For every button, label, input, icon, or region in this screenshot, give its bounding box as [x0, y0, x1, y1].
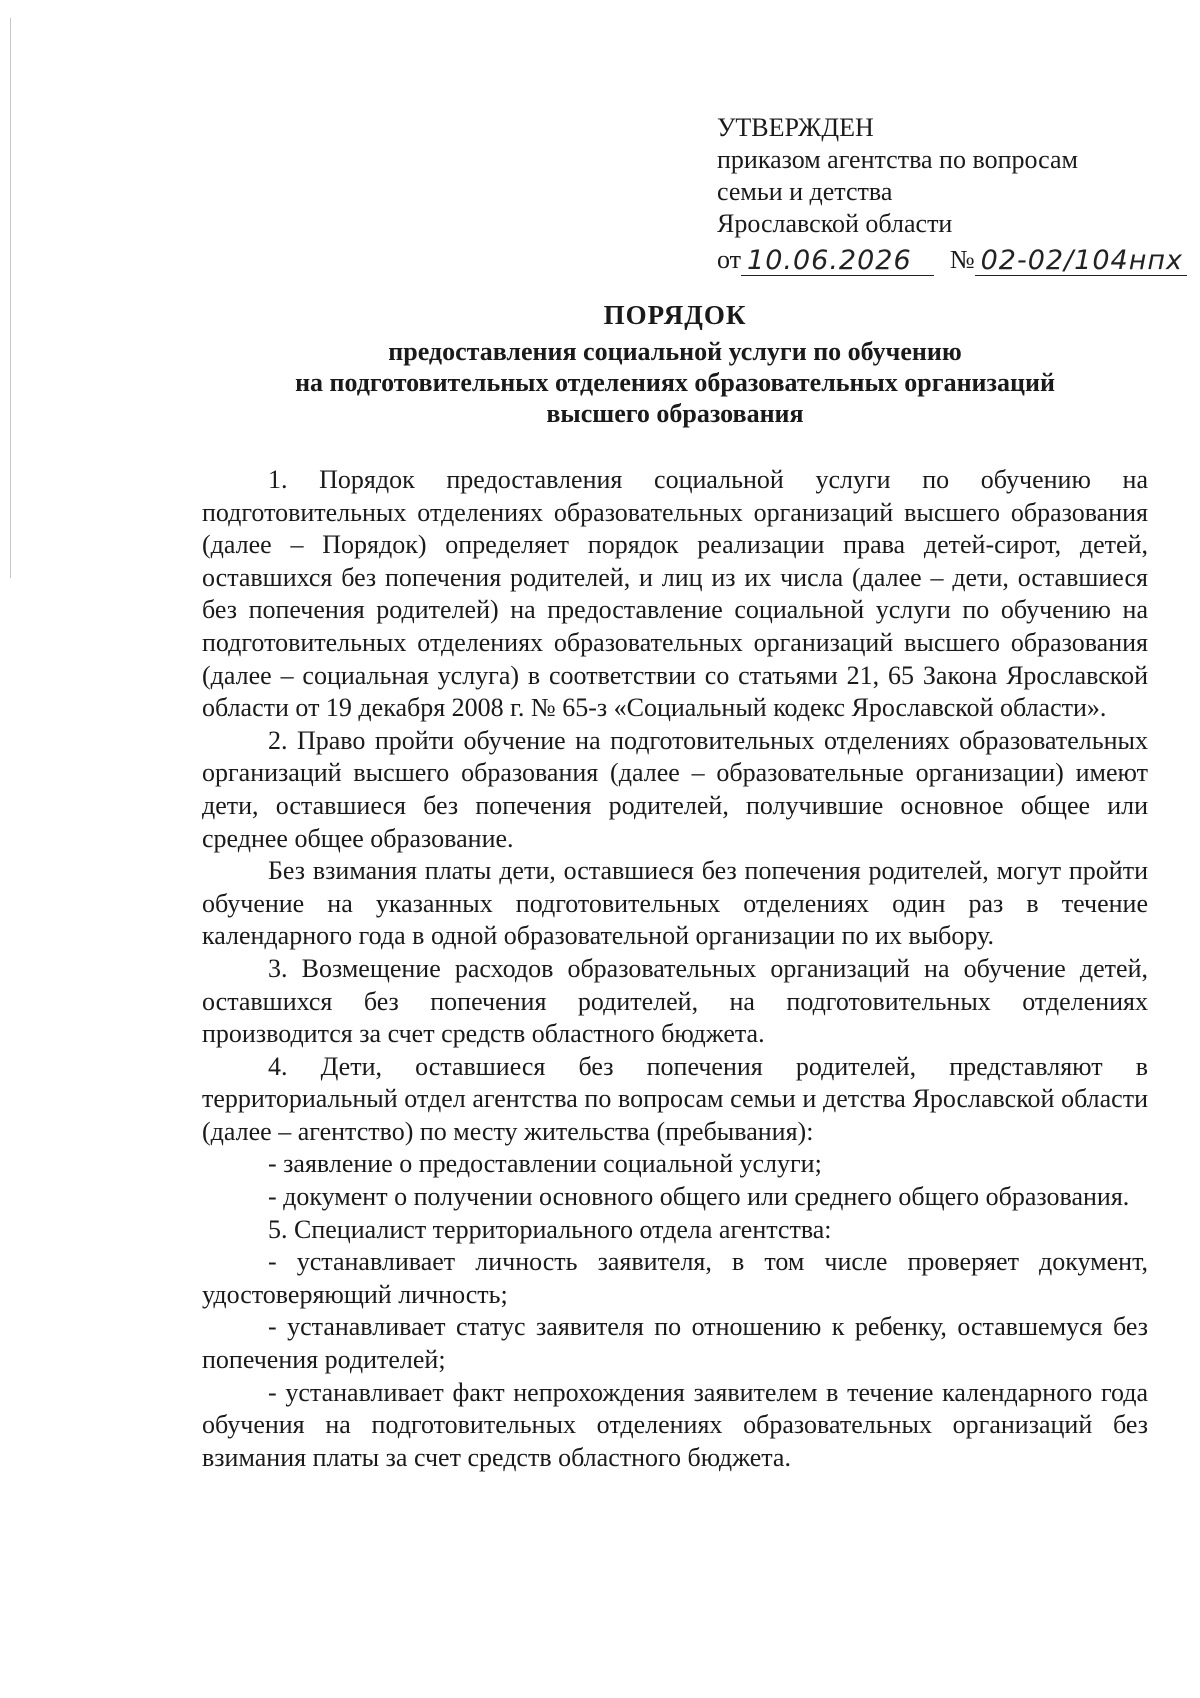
paragraph-2-continued: Без взимания платы дети, оставшиеся без попечения родителей, могут пройти обучение на указанных подготовительных отделениях один раз в течение календарного года в одной образовательной организации по их выбору.	[202, 856, 1148, 951]
number-prefix: №	[949, 245, 975, 274]
paragraph-4: 4. Дети, оставшиеся без попечения родителей, представляют в территориальный отдел агентства по вопросам семьи и детства Ярославской области (далее – агентство) по месту жительства (пребывания):	[202, 1051, 1148, 1146]
approval-line-region: Ярославской области	[717, 209, 953, 238]
list-item-status: - устанавливает статус заявителя по отношению к ребенку, оставшемуся без попечения родителей;	[202, 1312, 1148, 1375]
document-subtitle-line-2: на подготовительных отделениях образовательных организаций	[295, 368, 1055, 397]
approval-line-order: приказом агентства по вопросам	[717, 145, 1078, 174]
list-item-application: - заявление о предоставлении социальной услуги;	[268, 1149, 822, 1179]
handwritten-date: 10.06.2026	[741, 247, 934, 276]
handwritten-order-number: 02-02/104нпх	[975, 247, 1187, 276]
paragraph-5: 5. Специалист территориального отдела агентства:	[268, 1214, 832, 1244]
approval-line-agency: семьи и детства	[717, 177, 893, 206]
document-title-block	[200, 300, 1150, 429]
document-title: ПОРЯДОК	[603, 300, 747, 330]
paragraph-2: 2. Право пройти обучение на подготовительных отделениях образовательных организаций высшего образования (далее – образовательные организации) имеют дети, оставшиеся без попечения родителей, получившие основное общее или среднее общее образование.	[202, 725, 1148, 853]
date-prefix: от	[717, 245, 742, 274]
paragraph-1: 1. Порядок предоставления социальной услуги по обучению на подготовительных отделениях образовательных организаций высшего образования (далее – Порядок) определяет порядок реализации права детей-сирот, детей, оставшихся без попечения родителей, и лиц из их числа (далее – дети, оставшиеся без попечения родителей) на предоставление социальной услуги по обучению на подготовительных отделениях образовательных организаций высшего образования (далее – социальная услуга) в соответствии со статьями 21, 65 Закона Ярославской области от 19 декабря 2008 г. № 65-з «Социальный кодекс Ярославской области».	[202, 465, 1148, 723]
scan-edge-line	[10, 18, 11, 578]
list-item-identity: - устанавливает личность заявителя, в том числе проверяет документ, удостоверяющий личность;	[202, 1247, 1148, 1309]
paragraph-3: 3. Возмещение расходов образовательных организаций на обучение детей, оставшихся без попечения родителей, на подготовительных отделениях производится за счет средств областного бюджета.	[202, 953, 1148, 1049]
document-subtitle-line-1: предоставления социальной услуги по обучению	[388, 337, 962, 366]
list-item-fact: - устанавливает факт непрохождения заявителем в течение календарного года обучения на подготовительных отделениях образовательных организаций без взимания платы за счет средств областного бюджета.	[202, 1377, 1148, 1472]
list-item-education-document: - документ о получении основного общего или среднего общего образования.	[268, 1182, 1130, 1212]
document-subtitle-line-3: высшего образования	[546, 399, 804, 428]
approval-heading: УТВЕРЖДЕН	[717, 113, 874, 142]
approval-date-number-line	[717, 244, 1187, 276]
approval-stamp-block	[717, 112, 1187, 276]
document-body	[202, 464, 1148, 1474]
